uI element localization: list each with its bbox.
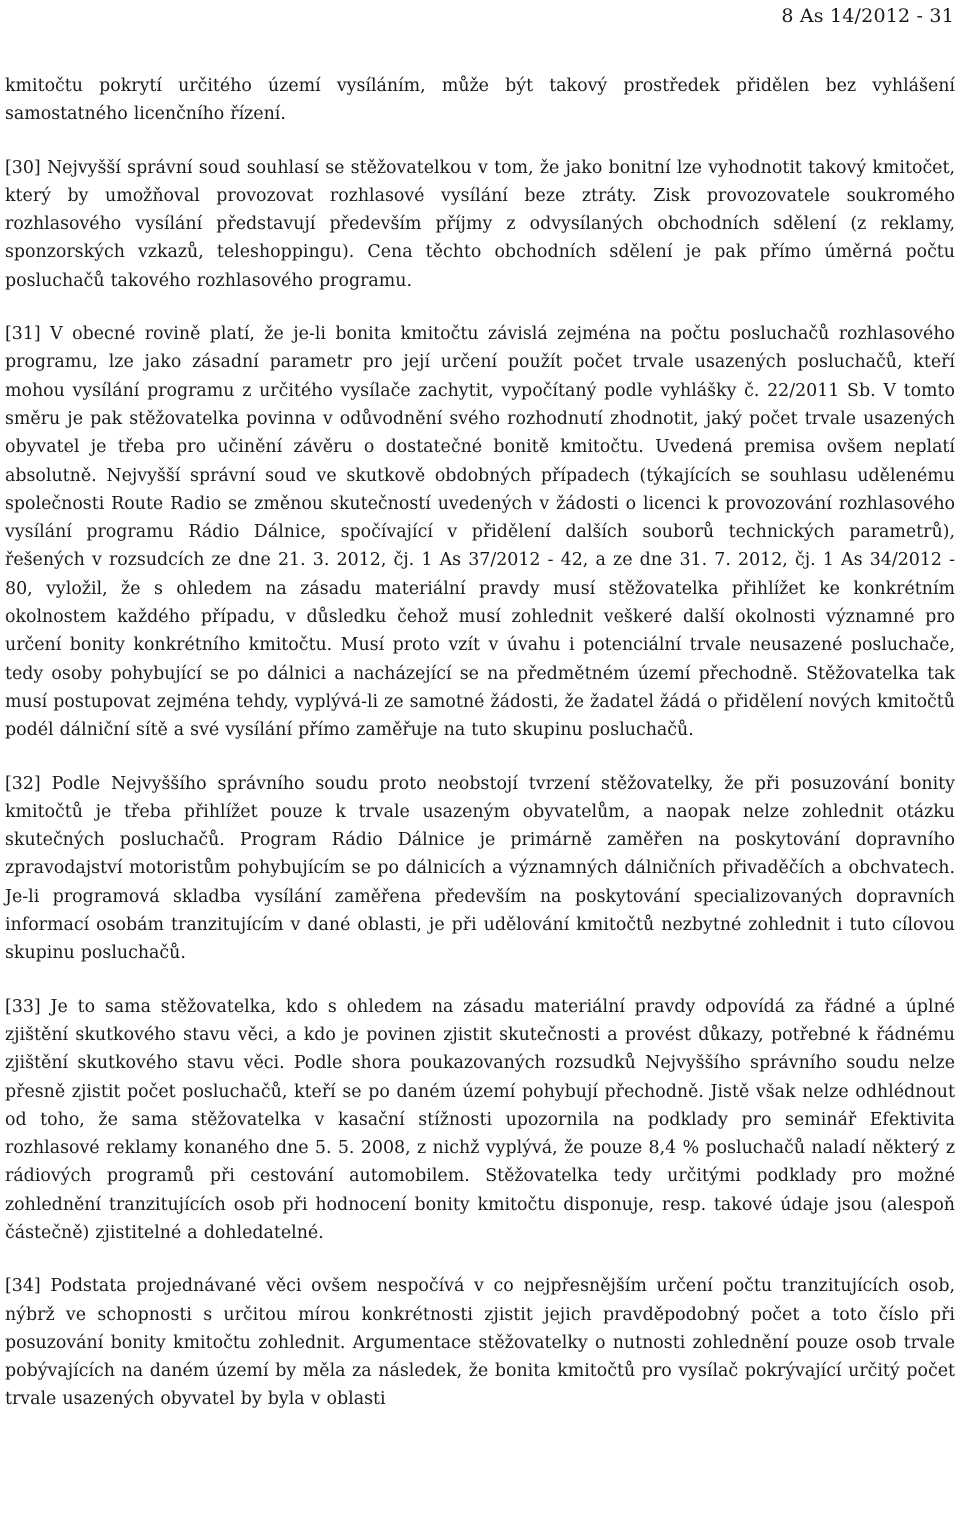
paragraph-32: [32] Podle Nejvyššího správního soudu proto neobstojí tvrzení stěžovatelky, že při posuzování bonity kmitočtů je třeba přihlížet pouze k trvale usazeným obyvatelům, a naopak nelze zohlednit otázku skutečných posluchačů. Program Rádio Dálnice je primárně zaměřen na poskytování dopravního zpravodajství motoristům pohybujícím se po dálnicích a významných dálničních přivaděčích a obchvatech. Je-li programová skladba vysílání zaměřena především na poskytování specializovaných dopravních informací osobám tranzitujícím v dané oblasti, je při udělování kmitočtů nezbytné zohlednit i tuto cílovou skupinu posluchačů.: [5, 773, 955, 964]
paragraph-30: [30] Nejvyšší správní soud souhlasí se stěžovatelkou v tom, že jako bonitní lze vyhodnotit takový kmitočet, který by umožňoval provozovat rozhlasové vysílání beze ztráty. Zisk provozovatele soukromého rozhlasového vysílání představují především příjmy z odvysílaných obchodních sdělení (z reklamy, sponzorských vzkazů, teleshoppingu). Cena těchto obchodních sdělení je pak přímo úměrná počtu posluchačů takového rozhlasového programu.: [5, 157, 955, 291]
paragraph-34: [34] Podstata projednávané věci ovšem nespočívá v co nejpřesnějším určení počtu tranzitujících osob, nýbrž ve schopnosti s určitou mírou konkrétnosti zjistit jejich pravděpodobný počet a toto číslo při posuzování bonity kmitočtu zohlednit. Argumentace stěžovatelky o nutnosti zohlednění pouze osob trvale pobývajících na daném území by měla za následek, že bonita kmitočtů pro vysílač pokrývající určitý počet trvale usazených obyvatel by byla v oblasti: [5, 1276, 955, 1410]
case-reference: 8 As 14/2012 - 31: [781, 5, 954, 27]
paragraph-33: [33] Je to sama stěžovatelka, kdo s ohledem na zásadu materiální pravdy odpovídá za řádné a úplné zjištění skutkového stavu věci, a kdo je povinen zjistit skutečnosti a provést důkazy, potřebné k řádnému zjištění skutkového stavu věci. Podle shora poukazovaných rozsudků Nejvyššího správního soudu nelze přesně zjistit počet posluchačů, kteří se po daném území pohybují přechodně. Jistě však nelze odhlédnout od toho, že sama stěžovatelka v kasační stížnosti upozornila na podklady pro seminář Efektivita rozhlasové reklamy konaného dne 5. 5. 2008, z nichž vyplývá, že pouze 8,4 % posluchačů naladí některý z rádiových programů při cestování automobilem. Stěžovatelka tedy určitými podklady pro možné zohlednění tranzitujících osob při hodnocení bonity kmitočtu disponuje, resp. takové údaje jsou (alespoň částečně) zjistitelné a dohledatelné.: [5, 996, 955, 1243]
document-body: [5, 72, 955, 1439]
paragraph-31: [31] V obecné rovině platí, že je-li bonita kmitočtu závislá zejména na počtu posluchačů rozhlasového programu, lze jako zásadní parametr pro její určení použít počet trvale usazených posluchačů, kteří mohou vysílání programu z určitého vysílače zachytit, vypočítaný podle vyhlášky č. 22/2011 Sb. V tomto směru je pak stěžovatelka povinna v odůvodnění svého rozhodnutí zhodnotit, jaký počet trvale usazených obyvatel je třeba pro učinění závěru o dostatečné bonitě kmitočtu. Uvedená premisa ovšem neplatí absolutně. Nejvyšší správní soud ve skutkově obdobných případech (týkajících se souhlasu udělenému společnosti Route Radio se změnou skutečností uvedených v žádosti o licenci k provozování rozhlasového vysílání programu Rádio Dálnice, spočívající v přidělení dalších souborů technických parametrů), řešených v rozsudcích ze dne 21. 3. 2012, čj. 1 As 37/2012 - 42, a ze dne 31. 7. 2012, čj. 1 As 34/2012 - 80, vyložil, že s ohledem na zásadu materiální pravdy musí stěžovatelka přihlížet ke konkrétním okolnostem každého případu, v důsledku čehož musí zohlednit veškeré další okolnosti významné pro určení bonity konkrétního kmitočtu. Musí proto vzít v úvahu i potenciální trvale neusazené posluchače, tedy osoby pohybující se po dálnici a nacházející se na předmětném území přechodně. Stěžovatelka tak musí postupovat zejména tehdy, vyplývá-li ze samotné žádosti, že žadatel žádá o přidělení nových kmitočtů podél dálniční sítě a své vysílání přímo zaměřuje na tuto skupinu posluchačů.: [5, 324, 955, 741]
paragraph-continuation: kmitočtu pokrytí určitého území vysíláním, může být takový prostředek přidělen bez vyhlášení samostatného licenčního řízení.: [5, 76, 955, 125]
